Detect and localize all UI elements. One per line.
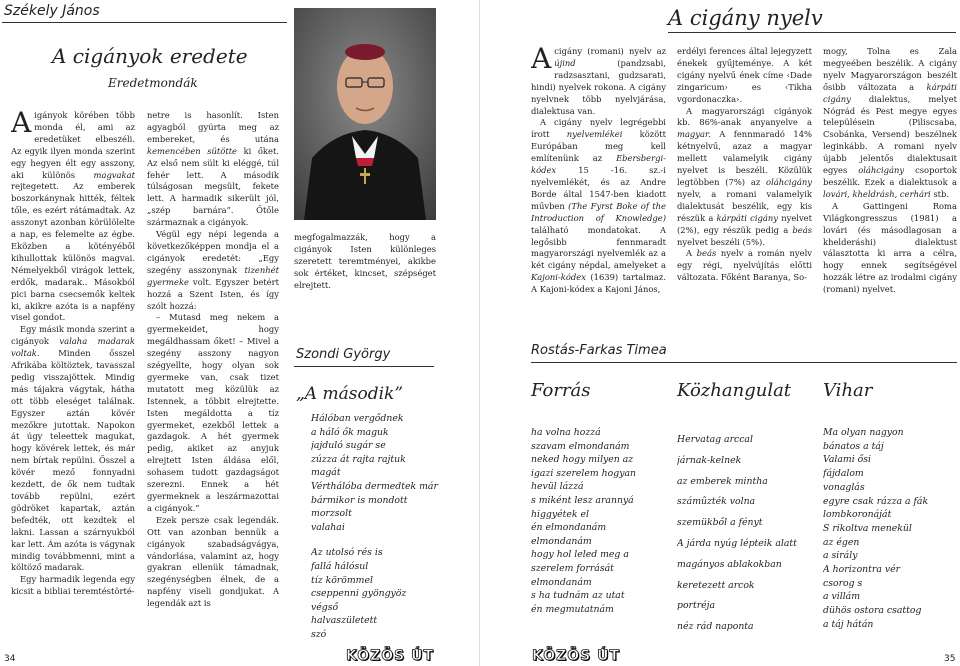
poem-line: bármikor is mondott [311,494,408,506]
emphasis: beás [696,248,717,259]
author-name: Székely János [4,3,100,19]
poem-line: bánatos a táj [823,440,884,452]
poem-line: lombkoronáját [823,509,892,521]
paragraph-text: mogy, Tolna es Zala megyeében beszélik. A cigány nyelv Magyarországon beszélt ősibb változata a [823,46,957,92]
emphasis: beás [792,224,812,235]
article-title: A cigányok eredete [52,44,248,68]
emphasis: kemencében sütötte [147,145,238,156]
paragraph-text: netre is hasonlít. Isten agyagból gyúrta meg az embereket, és utána [147,110,279,144]
poem-line: számûzték volna [677,496,756,508]
stanza-break [311,534,451,546]
poem-line: egyre csak rázza a fák [823,495,929,507]
bishop-portrait-image [294,8,436,220]
poem-line: halvaszületett [311,615,378,627]
poem-line: a táj hátán [823,618,874,630]
poem-line: s ha tudnám az utat [531,590,625,602]
right-page-title: A cigány nyelv [668,6,823,30]
poem-kozhangulat [677,430,817,640]
article-subtitle: Eredetmondák [108,76,198,90]
poem-line: s miként lesz arannyá [531,494,634,506]
portrait-photo [294,8,436,220]
poem-line: neked hogy milyen az [531,454,634,466]
poem-title-vihar: Vihar [823,380,873,401]
poem-author: Szondi György [296,347,391,362]
right-header-rule [668,32,956,33]
poem-a-masodik [311,412,451,642]
paragraph-text: Egy másik monda szerint a cigányok [11,324,135,347]
paragraph-text: igányok körében több monda él, ami az eredetüket elbeszéli. Az egyik ilyen monda szerint egy hegyen élt egy asszony, aki különös [11,110,135,180]
poem-line: ha volna hozzá [531,427,601,438]
emphasis: újind [554,57,576,68]
poem-line: S rikoltva menekül [823,522,912,534]
paragraph-text: Minden ősszel Afrikába költöztek, tavasszal pedig visszajöttek. Mindig más tájakra vágytak, hátha ott több eleséget találnak. Egyszer aztán kövér mezőkre jutottak. Napokon át úgy teleettek magukat, hogy kövérek lettek, és már nem bírtak repülni. Ősszel a kövér mező fonnyadni kezdett, de ők nem tudtak tovább repülni, ezért gödröket kapartak, aztán befedték, ott kezdtek el lakni. Lassan a szárnyukból kar lett. Ám azóta is vágynak mindig továbbmenni, mint a költöző madarak. [11,348,135,573]
poem-line: elmondanám [531,576,592,588]
emphasis: (The Fyrst Boke of the Introduction of Knowledge) [531,200,666,223]
right-column-3 [823,46,957,306]
poem-line: szemükből a fényt [677,517,763,529]
drop-cap: A [11,110,32,139]
poem-line: A horizontra vér [823,564,901,576]
paragraph-text: megfogalmazzák, hogy a cigányok Isten különleges szeretett teremtményei, akikbe sok értéket, kincset, szépséget elrejtett. [294,232,436,290]
paragraph-text: Végül egy népi legenda a következőképpen mondja el a cigányok eredetét: „Egy szegény asszonynak [147,229,279,275]
paragraph-text: nyelv a román nyelv egy régi, nyelvújítás előtti változata. Főként Baranya, So- [677,248,812,283]
poem-line: zúzza át rajta rajtuk [311,453,406,465]
poem-line: valahai [311,521,345,533]
paragraph-text: nyelvet (2%), egy részük pedig a [677,212,812,235]
poem-line: magát [311,467,341,479]
left-column-2 [147,110,279,630]
poem-vihar [823,426,959,648]
poem-forras [531,426,671,646]
paragraph-text: nyelvet beszéli (5%). [677,236,765,247]
poem-line: az égen [823,536,860,548]
paragraph-text: (1639) tartalmaz. A Kajoni-kódex a Kajoni János, [531,272,666,295]
kozos-ut-logo: KÖZÖS ÚT [346,648,435,664]
emphasis: tizenhét gyermeke [147,264,279,287]
poem-line: portréja [677,600,716,612]
poem-line: Az utolsó rés is [311,547,383,559]
poem-line: Valami ősi [823,454,872,466]
paragraph-text: cigány (romani) nyelv az [554,46,666,56]
poem-line: fallá hálósul [311,560,369,572]
poem-line: csorog s [823,577,863,589]
poem-line: elmondanám [531,535,592,547]
page-number-right: 35 [944,654,956,664]
paragraph-text: 15 -16. sz.-i nyelvemlékét, és az Andre Borde által 1547-ben kiadott művben [531,165,666,211]
poem-line: igazi szerelem hogyan [531,467,636,479]
header-rule [2,22,287,23]
poem-author-rule [294,366,434,367]
poem-line: morzsolt [311,508,352,520]
poem-line: jajduló sugár se [311,440,386,452]
poem-line: Ma olyan nagyon [823,427,904,438]
paragraph-text: A cigány nyelv legrégebbi írott [531,117,666,140]
paragraph-text: nyelv, a romani valamelyik dialektusát beszélik, egy kis részük a [677,188,812,223]
poem-line: a sirály [823,550,858,562]
poem-line: magányos ablakokban [677,558,782,570]
paragraph-text: csoportok beszélik. Ezek a dialektusok a [823,165,957,187]
poem-title: „A második” [296,384,404,404]
poem-line: én elmondanám [531,522,607,534]
emphasis: oláhcigány [858,165,905,176]
page-number-left: 34 [4,654,16,664]
paragraph-text: rejtegetett. Az emberek boszorkánynak hitték, féltek tőle, es ezért rátámadtak. Az asszonyt azonban körülölelte a nap, es felemelte az égbe. Eközben a kötényéből kihullottak különös magvai. Némelyekből virágok lettek, erdők, madarak.. Másokból pici barna csecsemők keltek ki, akikre azóta is a napfény visel gondot. [11,181,135,323]
emphasis: kárpáti cigány [823,81,957,104]
poem-title-kozhangulat: Közhangulat [677,380,792,401]
paragraph-text: A magyarországi cigányok kb. 86%-anak anyanyelve a [677,105,812,128]
paragraph-text: A fennmaradó 14% kétnyelvű, azaz a magyar mellett valamelyik cigány nyelvet is beszéli. Közülük legtöbben (7%) az [677,129,812,187]
poem-line: én megmutatnám [531,603,614,615]
poem-line: néz rád naponta [677,621,754,633]
paragraph-text: erdélyi ferences által lejegyzett énekek gyűjteménye. A két cigány nyelvű ének címe ‹Dade zingaricum› es ‹Tikha vgordonaczka›. [677,46,812,104]
paragraph-text: (pandzsabi, radzsasztani, gudzsarati, hindi) nyelvek rokona. A cigány nyelvnek több nyelvjárása, dialektusa van. [531,57,666,116]
poem-line: hogy hol leled meg a [531,549,629,561]
page-fold [479,0,480,666]
poem-line: tíz körömmel [311,574,373,586]
emphasis: valaha madarak voltak. [11,336,135,359]
emphasis: nyelvemlékei [566,129,623,140]
poem-line: végső [311,601,339,613]
poem-line: Vérthálóba dermedtek már [311,480,438,492]
paragraph-text: található mondatokat. A legősibb fennmaradt magyarországi nyelvemlék az a két cigány népdal, amelyeket a [531,224,666,271]
paragraph-text: Ezek persze csak legendák. Ott van azonban bennük a cigányok szabadságvágya, vándorlása, valamint az, hogy gyakran ellenük támadnak, szegénységben élnek, de a napfény viseli gondjukat. A legendák azt is [147,514,279,609]
poet-name: Rostás-Farkas Timea [531,343,667,358]
poem-line: higgyétek el [531,508,589,520]
poem-line: cseppenni gyöngyöz [311,588,407,600]
poem-line: Hálóban vergődnek [311,413,404,424]
poem-line: az emberek mintha [677,475,768,487]
paragraph-text: – Mutasd meg nekem a gyermekeidet, hogy megáldhassam őket! – Mivel a szegény asszony nagyon szégyellte, hogy olyan sok gyermeke van, csak tizet mutatott meg közülük az Istennek, a többit elrejtette. Isten megáldotta a tíz gyermeket, ezekből lettek a gazdagok. A hét gyermek pedig, akiket az anyjuk elrejtett Isten áldása elől, sohasem tudott gazdagságot szerezni. Ennek a hét gyermeknek a leszármazottai a cigányok.” [147,312,279,513]
poem-line: vonaglás [823,481,865,493]
poem-line: a háló ők maguk [311,426,389,438]
poem-line: fájdalom [823,468,864,480]
emphasis: magvakat [93,169,135,180]
poem-line: szerelem forrását [531,562,614,574]
drop-cap: A [531,46,552,75]
kozos-ut-logo-right: KÖZÖS ÚT [532,648,621,664]
poem-line: a villám [823,591,861,603]
paragraph-text: A [686,248,693,259]
right-column-1 [531,46,666,306]
paragraph-text: között Európában meg kell említenünk az [531,129,666,164]
paragraph-text: Egy harmadik legenda egy kicsit a bibliai teremtéstörté- [11,574,135,597]
paragraph-text: dialektus, melyet Nógrád és Pest megye egyes településein (Piliscsaba, Csobánka, Versend) beszélnek leginkább. A romani nyelv újabb jelentős dialektusait egyes [823,93,957,176]
poem-line: dühös ostora csattog [823,605,922,617]
paragraph-text: ki őket. Az első nem sült ki eléggé, túl fehér lett. A második túlságosan megsült, fekete lett. A harmadik sikerült jól, „szép barnára”. Őtőle származnak a cigányok. [147,145,279,228]
emphasis: kárpáti cigány [716,212,778,223]
poem-line: keretezett arcok [677,579,755,591]
emphasis: magyar. [677,129,711,140]
poem-line: szó [311,628,327,640]
poem-title-forras: Forrás [531,380,591,401]
emphasis: lovári, kheldrásh, cerhári [823,188,931,199]
poet-rule [531,362,957,363]
emphasis: Kajoni-kódex [531,272,586,283]
paragraph-text: stb. [933,188,950,199]
emphasis: Ebersbergi-kódex [531,153,666,176]
paragraph-text: A Gattingeni Roma Világkongresszus (1981) a lovári (és másodlagosan a khelderáshi) dialektust választotta ki arra a célra, hogy ennek segítségével hozzák létre az irodalmi cigány (romani) nyelvet. [823,200,957,295]
poem-line: Hervatag arccal [677,434,753,445]
poem-line: hevül lázzá [531,481,584,493]
paragraph-text: volt. Egyszer betért hozzá a Szent Isten, és így szólt hozzá: [147,276,279,311]
emphasis: oláhcigány [766,176,812,187]
left-column-1 [11,110,135,630]
poem-line: járnak-kelnek [677,454,742,466]
left-column-3-text [294,232,436,312]
right-column-2 [677,46,812,306]
poem-line: A járda nyúg lépteik alatt [677,537,797,549]
poem-line: szavam elmondanám [531,440,630,452]
